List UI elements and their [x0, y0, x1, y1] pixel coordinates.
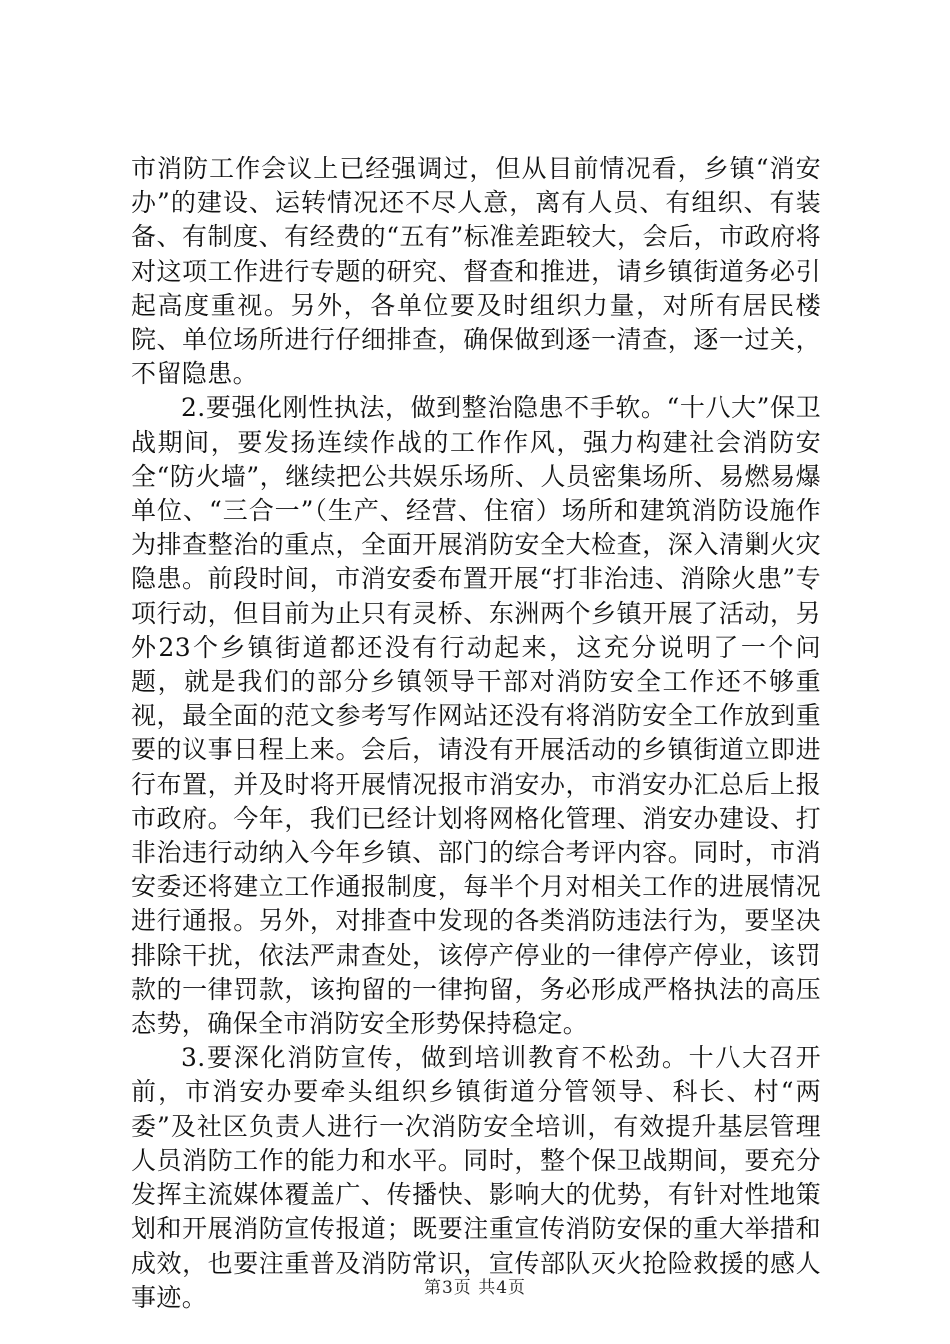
paragraph-3: 3.要深化消防宣传，做到培训教育不松劲。十八大召开前，市消安办要牵头组织乡镇街道分管领导、科长、村“两委”及社区负责人进行一次消防安全培训，有效提升基层管理人员消防工作的能力和水平。同时，整个保卫战期间，要充分发挥主流媒体覆盖广、传播快、影响大的优势，有针对性地策划和开展消防宣传报道；既要注重宣传消防安保的重大举措和成效，也要注重普及消防常识，宣传部队灭火抢险救援的感人事迹。 — [131, 1043, 821, 1312]
document-body — [131, 152, 821, 1315]
page-number-footer: 第3页 共4页 — [423, 1278, 527, 1298]
paragraph-1: 市消防工作会议上已经强调过，但从目前情况看，乡镇“消安办”的建设、运转情况还不尽人意，离有人员、有组织、有装备、有制度、有经费的“五有”标准差距较大，会后，市政府将对这项工作进行专题的研究、督查和推进，请乡镇街道务必引起高度重视。另外，各单位要及时组织力量，对所有居民楼院、单位场所进行仔细排查，确保做到逐一清查，逐一过关，不留隐患。 — [131, 154, 821, 389]
paragraph-2: 2.要强化刚性执法，做到整治隐患不手软。“十八大”保卫战期间，要发扬连续作战的工作作风，强力构建社会消防安全“防火墙”，继续把公共娱乐场所、人员密集场所、易燃易爆单位、“三合一”（生产、经营、住宿）场所和建筑消防设施作为排查整治的重点，全面开展消防安全大检查，深入清剿火灾隐患。前段时间，市消安委布置开展“打非治违、消除火患”专项行动，但目前为止只有灵桥、东洲两个乡镇开展了活动，另外23个乡镇街道都还没有行动起来，这充分说明了一个问题，就是我们的部分乡镇领导干部对消防安全工作还不够重视，最全面的范文参考写作网站还没有将消防安全工作放到重要的议事日程上来。会后，请没有开展活动的乡镇街道立即进行布置，并及时将开展情况报市消安办，市消安办汇总后上报市政府。今年，我们已经计划将网格化管理、消安办建设、打非治违行动纳入今年乡镇、部门的综合考评内容。同时，市消安委还将建立工作通报制度，每半个月对相关工作的进展情况进行通报。另外，对排查中发现的各类消防违法行为，要坚决排除干扰，依法严肃查处，该停产停业的一律停产停业，该罚款的一律罚款，该拘留的一律拘留，务必形成严格执法的高压态势，确保全市消防安全形势保持稳定。 — [131, 393, 821, 1039]
